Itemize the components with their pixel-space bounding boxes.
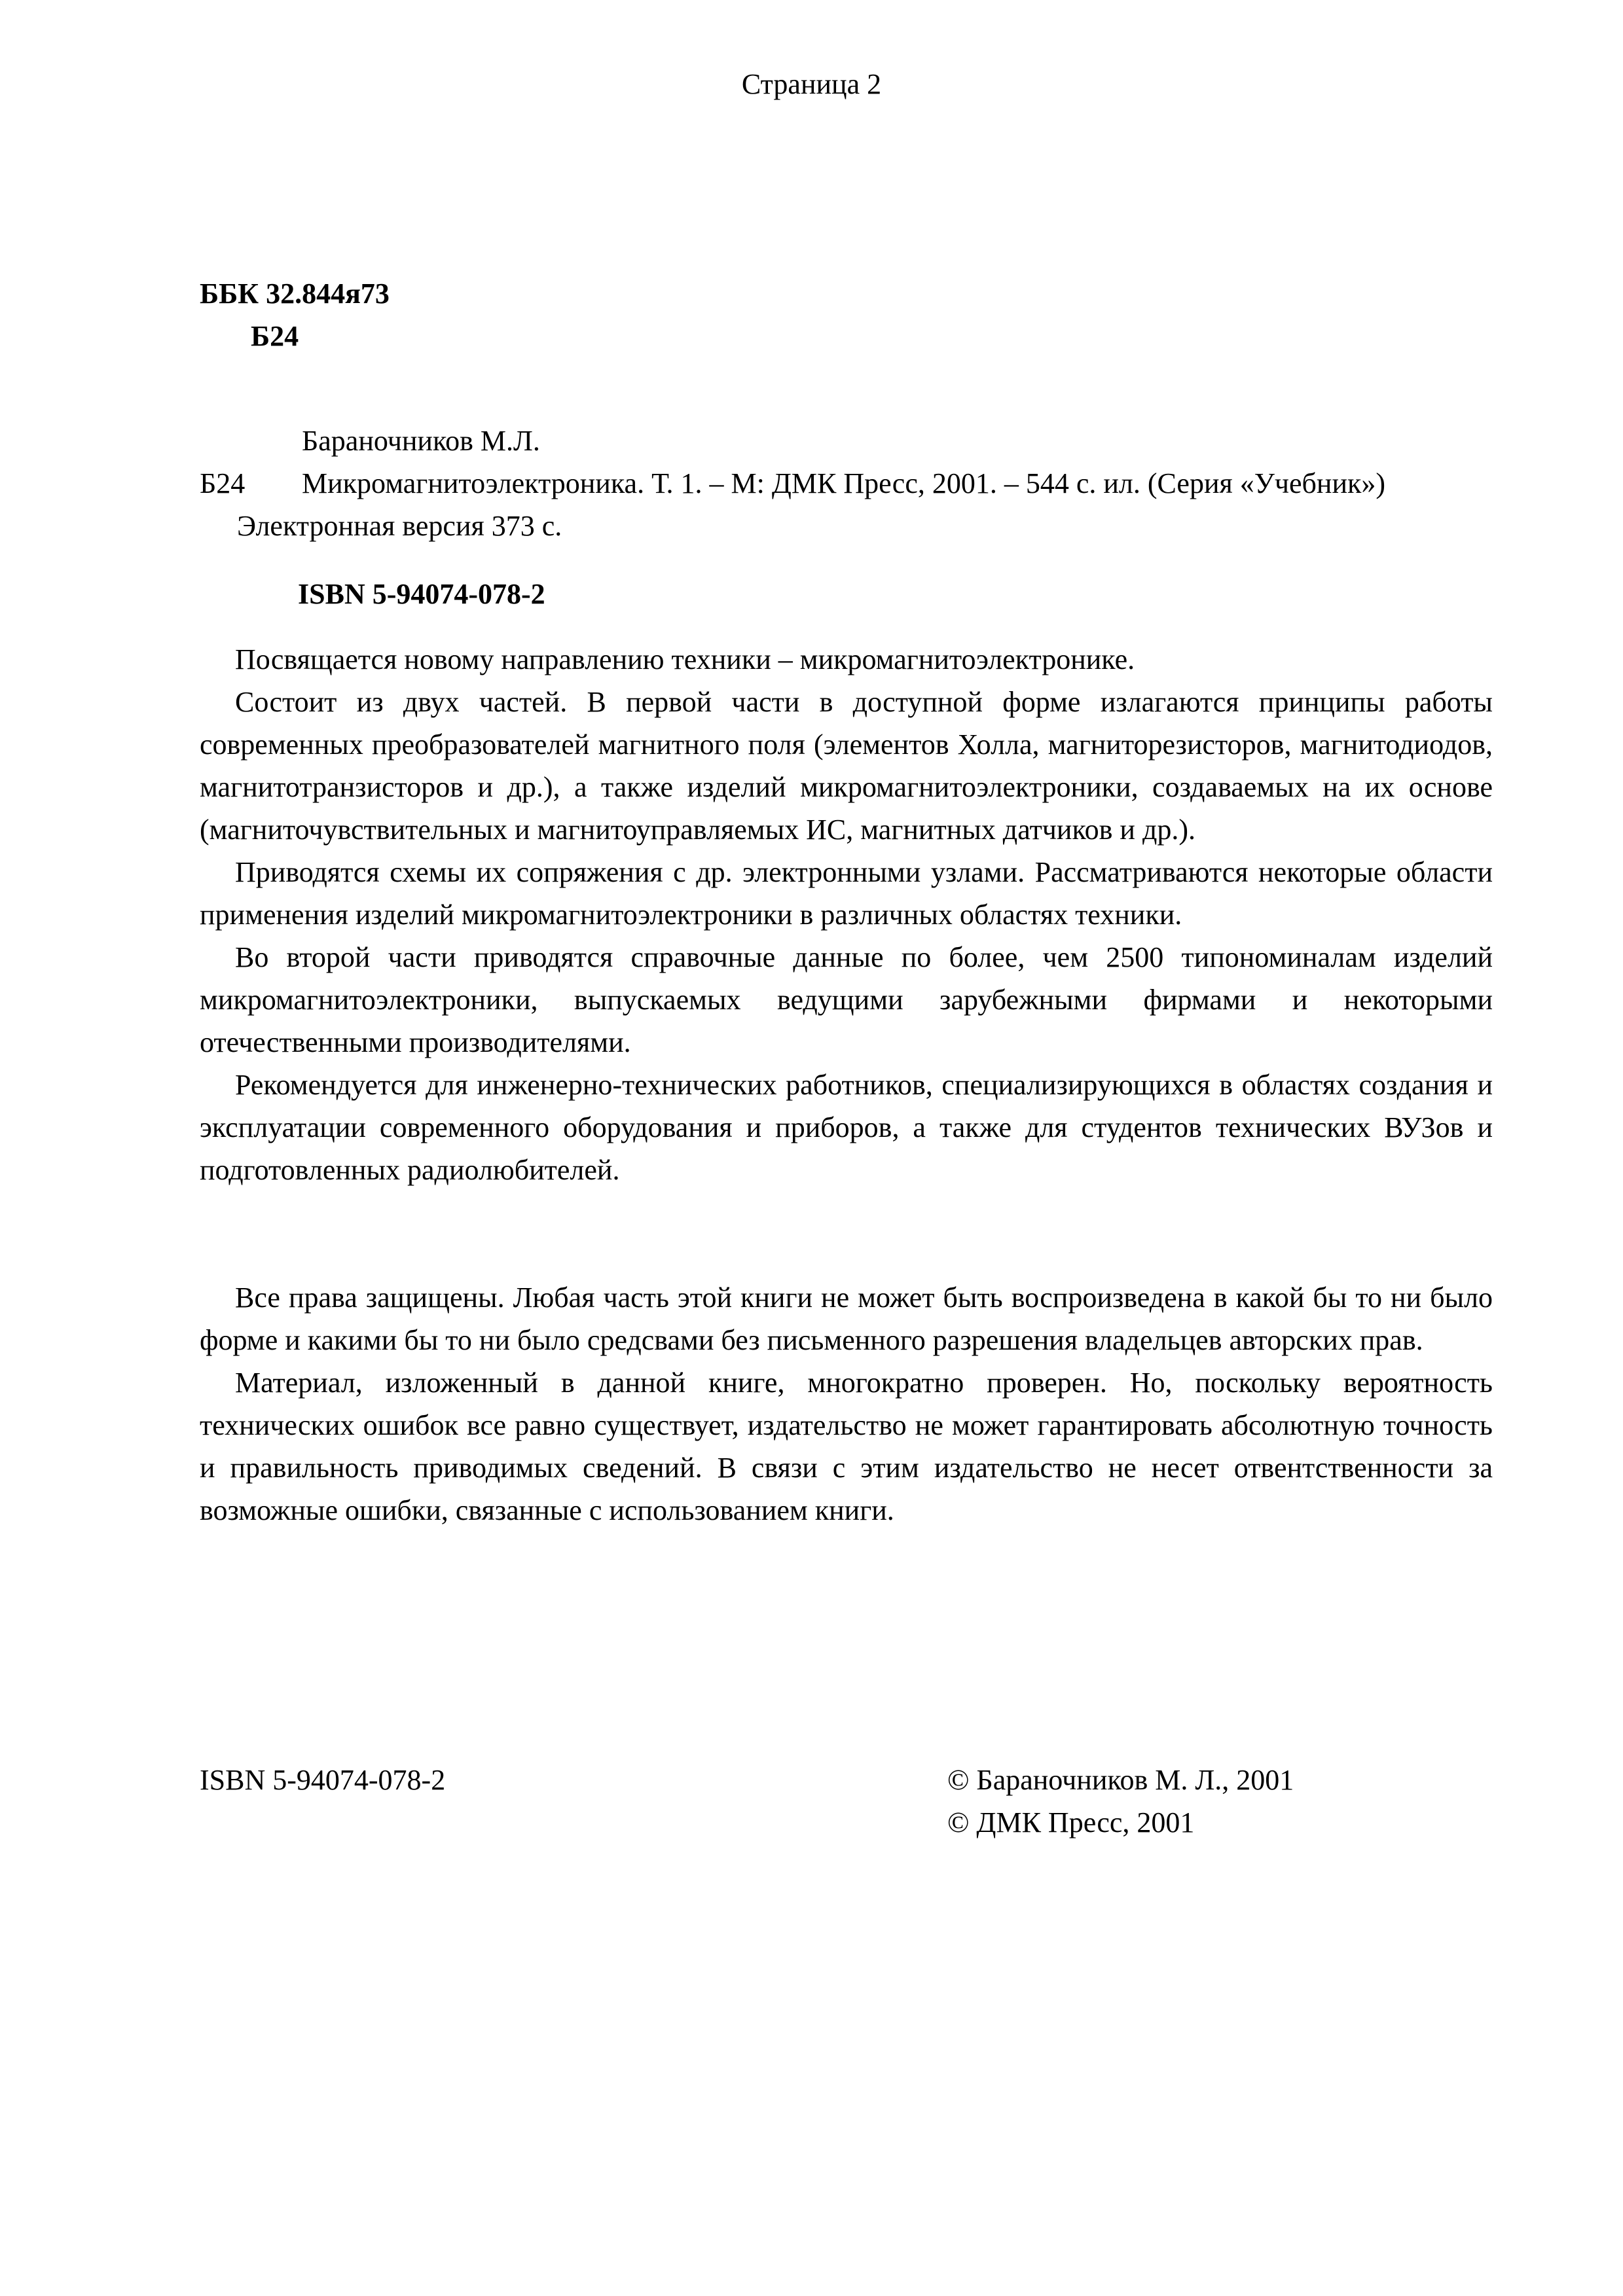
annotation-paragraph: Состоит из двух частей. В первой части в доступной форме излагаются принципы работы современных преобразователей магнитного поля (элементов Холла, магниторезисторов, магнитодиодов, магнитотранзисторов и др.), а также изделий микромагнитоэлектроники, создаваемых на их основе (магниточувствительных и магнитоуправляемых ИС, магнитных датчиков и др.). (200, 686, 1493, 846)
annotation-paragraph: Во второй части приводятся справочные данные по более, чем 2500 типономиналам изделий микромагнитоэлектроники, выпускаемых ведущими зарубежными фирмами и некоторыми отечественными производителями. (200, 941, 1493, 1058)
footer-isbn: ISBN 5-94074-078-2 (200, 1764, 446, 1796)
catalog-entry-code: Б24 (200, 467, 246, 499)
page-number: Страница 2 (741, 68, 882, 100)
annotation-paragraph: Посвящается новому направлению техники – микромагнитоэлектронике. (235, 643, 1135, 675)
electronic-version-note: Электронная версия 373 с. (237, 510, 562, 542)
annotation-paragraph: Рекомендуется для инженерно-технических работников, специализирующихся в областях создания и эксплуатации современного оборудования и приборов, а также для студентов технических ВУЗов и подготовленных радиолюбителей. (200, 1069, 1493, 1186)
rights-notice-block (200, 1276, 1493, 1532)
catalog-block (200, 420, 1493, 547)
isbn-heading: ISBN 5-94074-078-2 (298, 578, 545, 610)
copyright-author: © Бараночников М. Л., 2001 (947, 1764, 1294, 1796)
rights-paragraph: Материал, изложенный в данной книге, многократно проверен. Но, поскольку вероятность технических ошибок все равно существует, издательство не может гарантировать абсолютную точность и правильность приводимых сведений. В связи с этим издательство не несет отвентственности за возможные ошибки, связанные с использованием книги. (200, 1367, 1493, 1526)
annotation-paragraph: Приводятся схемы их сопряжения с др. электронными узлами. Рассматриваются некоторые области применения изделий микромагнитоэлектроники в различных областях техники. (200, 856, 1493, 931)
author-name: Бараночников М.Л. (302, 425, 540, 457)
rights-paragraph: Все права защищены. Любая часть этой книги не может быть воспроизведена в какой бы то ни было форме и какими бы то ни было средсвами без письменного разрешения владельцев авторских прав. (200, 1282, 1493, 1356)
copyright-publisher: © ДМК Пресс, 2001 (947, 1806, 1195, 1839)
bbk-block (200, 272, 1493, 357)
imprint-footer (200, 1759, 1493, 1850)
content-area (200, 272, 1493, 1850)
author-sign-code: Б24 (251, 320, 299, 352)
catalog-entry (200, 462, 1493, 505)
annotation-block (200, 638, 1493, 1191)
bbk-code: ББК 32.844я73 (200, 278, 390, 310)
catalog-entry-text: Микромагнитоэлектроника. Т. 1. – М: ДМК Пресс, 2001. – 544 с. ил. (Серия «Учебник») (302, 467, 1386, 499)
copyright-block (947, 1759, 1294, 1844)
